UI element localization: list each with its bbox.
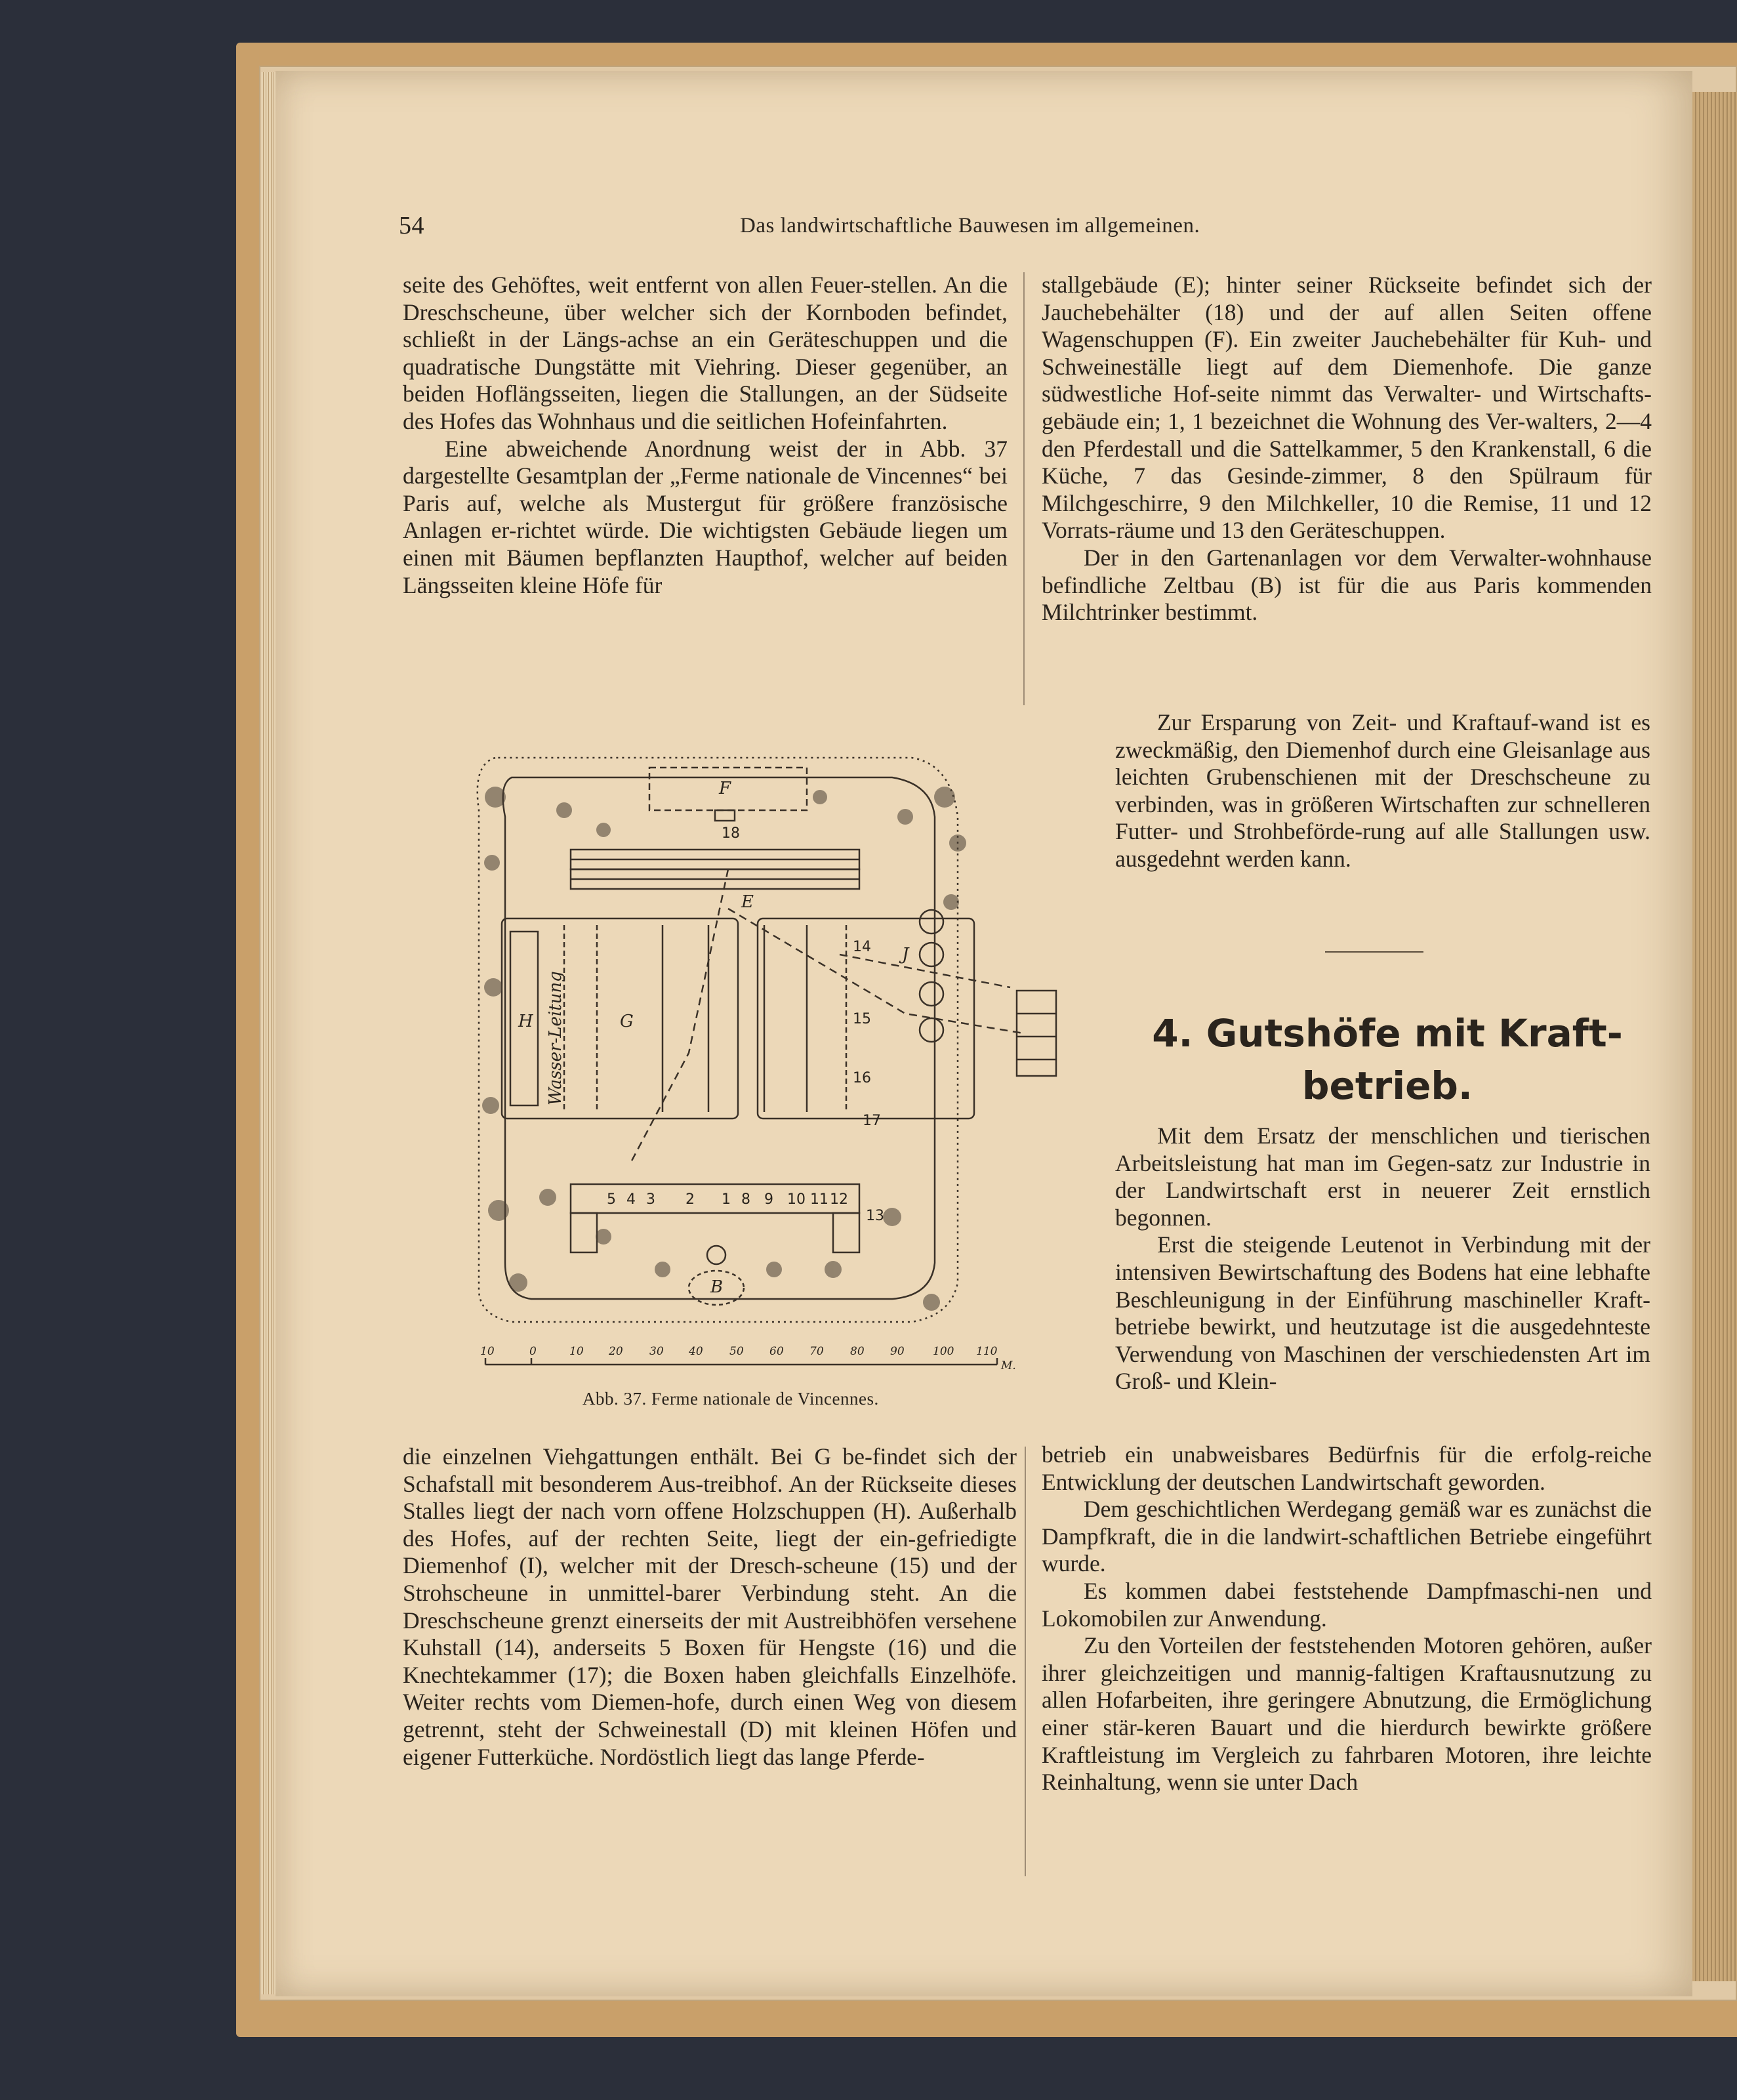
scale-number: 90 bbox=[890, 1345, 905, 1358]
paragraph: Mit dem Ersatz der menschlichen und tierischen Arbeitsleistung hat man im Gegen-satz zur Industrie in der Landwirtschaft erst in neuerer Zeit ernstlich begonnen. bbox=[1115, 1122, 1650, 1231]
label-water-pipe: Wasser-Leitung bbox=[546, 971, 565, 1105]
figure-caption: Abb. 37. Ferme nationale de Vincennes. bbox=[582, 1389, 879, 1409]
column-right-section bbox=[1115, 1122, 1650, 1395]
label-H: H bbox=[518, 1012, 533, 1031]
column-right-middle bbox=[1115, 709, 1650, 873]
page-edges-right bbox=[1692, 92, 1737, 1981]
label-13: 13 bbox=[866, 1208, 884, 1224]
page-number: 54 bbox=[399, 212, 424, 239]
column-right-top bbox=[1042, 272, 1652, 627]
column-divider bbox=[1023, 272, 1025, 705]
label-16: 16 bbox=[853, 1070, 871, 1086]
room-number: 5 bbox=[607, 1191, 616, 1208]
section-rule bbox=[1325, 951, 1423, 953]
scale-number: 40 bbox=[689, 1345, 703, 1358]
label-G: G bbox=[620, 1012, 634, 1031]
scale-number: 60 bbox=[769, 1345, 784, 1358]
room-number: 11 bbox=[810, 1191, 828, 1208]
label-E: E bbox=[741, 892, 754, 912]
room-number: 10 bbox=[787, 1191, 806, 1208]
scale-unit: M. bbox=[1001, 1359, 1016, 1372]
scale-number: 10 bbox=[569, 1345, 584, 1358]
scale-number: 110 bbox=[976, 1345, 998, 1358]
paragraph: Erst die steigende Leutenot in Verbindung mit der intensiven Bewirtschaftung des Bodens hat eine lebhafte Beschleunigung in der Einführung maschineller Kraft-betriebe bewirkt, und heutzutage ist die ausgedehnteste Verwendung von Maschinen der verschiedensten Art im Groß- und Klein- bbox=[1115, 1231, 1650, 1395]
label-B: B bbox=[710, 1277, 724, 1297]
room-number: 1 bbox=[722, 1191, 731, 1208]
scale-number: 30 bbox=[649, 1345, 664, 1358]
label-18: 18 bbox=[722, 825, 740, 842]
room-number: 8 bbox=[741, 1191, 750, 1208]
room-number: 9 bbox=[764, 1191, 773, 1208]
room-number: 4 bbox=[626, 1191, 636, 1208]
paragraph: betrieb ein unabweisbares Bedürfnis für die erfolg-reiche Entwicklung der deutschen Landwirtschaft geworden. bbox=[1042, 1441, 1652, 1495]
paragraph: Zu den Vorteilen der feststehenden Motoren gehören, außer ihrer gleichzeitigen und mannig-faltigen Kraftausnutzung zu allen Hofarbeiten, ihre geringere Abnutzung, die Ermöglichung einer stär-keren Bauart und die hierdurch bewirkte größere Kraftleistung im Vergleich zu fahrbaren Motoren, ihre leichte Reinhaltung, wenn sie unter Dach bbox=[1042, 1632, 1652, 1796]
scale-number: 70 bbox=[809, 1345, 824, 1358]
label-J: J bbox=[902, 945, 909, 964]
column-right-bottom bbox=[1042, 1441, 1652, 1796]
paragraph: seite des Gehöftes, weit entfernt von allen Feuer-stellen. An die Dreschscheune, über welcher sich der Kornboden befindet, schließt in der Längs-achse an ein Geräteschuppen und die quadratische Dungstätte mit Viehring. Dieser gegenüber, an beiden Hoflängsseiten, liegen die Stallungen, an der Südseite des Hofes das Wohnhaus und die seitlichen Hofeinfahrten. bbox=[403, 272, 1008, 434]
label-14: 14 bbox=[853, 939, 871, 955]
paragraph: Dem geschichtlichen Werdegang gemäß war es zunächst die Dampfkraft, die in die landwirt-schaftlichen Betriebe eingeführt wurde. bbox=[1042, 1496, 1652, 1577]
scale-number: 80 bbox=[850, 1345, 865, 1358]
label-15: 15 bbox=[853, 1011, 871, 1027]
paragraph: die einzelnen Viehgattungen enthält. Bei G be-findet sich der Schafstall mit besonderem Aus-treibhof. An der Rückseite dieses Stalles liegt der nach vorn offene Holzschuppen (H). Außerhalb des Hofes, auf der rechten Seite, liegt der ein-gefriedigte Diemenhof (I), welcher mit der Dresch-scheune (15) und der Strohscheune in unmittel-barer Verbindung steht. An die Dreschscheune grenzt einerseits der mit Austreibhöfen versehene Kuhstall (14), anderseits 5 Boxen für Hengste (16) und die Knechtekammer (17); die Boxen haben gleichfalls Einzelhöfe. Weiter rechts vom Diemen-hofe, durch einen Weg von diesem getrennt, steht der Schweinestall (D) mit kleinen Höfen und eigener Futterküche. Nordöstlich liegt das lange Pferde- bbox=[403, 1443, 1017, 1770]
site-plan-drawing bbox=[433, 738, 1102, 1394]
section-heading: 4. Gutshöfe mit Kraft-betrieb. bbox=[1152, 1011, 1623, 1108]
farm-site-plan-figure bbox=[433, 738, 1102, 1394]
scale-number: 100 bbox=[933, 1345, 954, 1358]
scale-number: 20 bbox=[609, 1345, 623, 1358]
paragraph: stallgebäude (E); hinter seiner Rückseite befindet sich der Jauchebehälter (18) und der auf allen Seiten offene Wagenschuppen (F). Ein zweiter Jauchebehälter für Kuh- und Schweineställe liegt auf dem Diemenhofe. Die ganze südwestliche Hof-seite nimmt das Verwalter- und Wirtschafts-gebäude ein; 1, 1 bezeichnet die Wohnung des Ver-walters, 2—4 den Pferdestall und die Sattelkammer, 5 den Krankenstall, 6 die Küche, 7 das Gesinde-zimmer, 8 den Spülraum für Milchgeschirre, 9 den Milchkeller, 10 die Remise, 11 und 12 Vorrats-räume und 13 den Geräteschuppen. bbox=[1042, 272, 1652, 544]
column-left-bottom bbox=[403, 1443, 1017, 1771]
column-left-top bbox=[403, 272, 1008, 599]
paragraph: Der in den Gartenanlagen vor dem Verwalter-wohnhause befindliche Zeltbau (B) ist für die aus Paris kommenden Milchtrinker bestimmt. bbox=[1042, 544, 1652, 626]
room-number: 3 bbox=[646, 1191, 655, 1208]
label-F: F bbox=[719, 779, 731, 798]
column-divider bbox=[1025, 1447, 1026, 1876]
room-numbers bbox=[607, 1191, 848, 1208]
scale-bar-numbers bbox=[480, 1345, 1016, 1372]
paragraph: Zur Ersparung von Zeit- und Kraftauf-wand ist es zweckmäßig, den Diemenhof durch eine Gleisanlage aus leichten Grubenschienen mit der Dreschscheune zu verbinden, was in größeren Wirtschaften zur schnelleren Futter- und Strohbeförde-rung auf alle Stallungen usw. ausgedehnt werden kann. bbox=[1115, 709, 1650, 872]
paragraph: Eine abweichende Anordnung weist der in Abb. 37 dargestellte Gesamtplan der „Ferme nationale de Vincennes“ bei Paris auf, welche als Mustergut für größere französische Anlagen er-richtet würde. Die wichtigsten Gebäude liegen um einen mit Bäumen bepflanzten Haupthof, welcher auf beiden Längsseiten kleine Höfe für bbox=[403, 435, 1008, 598]
scale-number: 50 bbox=[729, 1345, 744, 1358]
label-17: 17 bbox=[863, 1113, 881, 1129]
room-number: 12 bbox=[830, 1191, 848, 1208]
paragraph: Es kommen dabei feststehende Dampfmaschi-nen und Lokomobilen zur Anwendung. bbox=[1042, 1577, 1652, 1632]
scale-number: 10 bbox=[480, 1345, 495, 1358]
room-number: 2 bbox=[685, 1191, 695, 1208]
scale-number: 0 bbox=[529, 1345, 537, 1358]
running-head bbox=[399, 211, 1645, 240]
running-title: Das landwirtschaftliche Bauwesen im allgemeinen. bbox=[740, 214, 1200, 237]
